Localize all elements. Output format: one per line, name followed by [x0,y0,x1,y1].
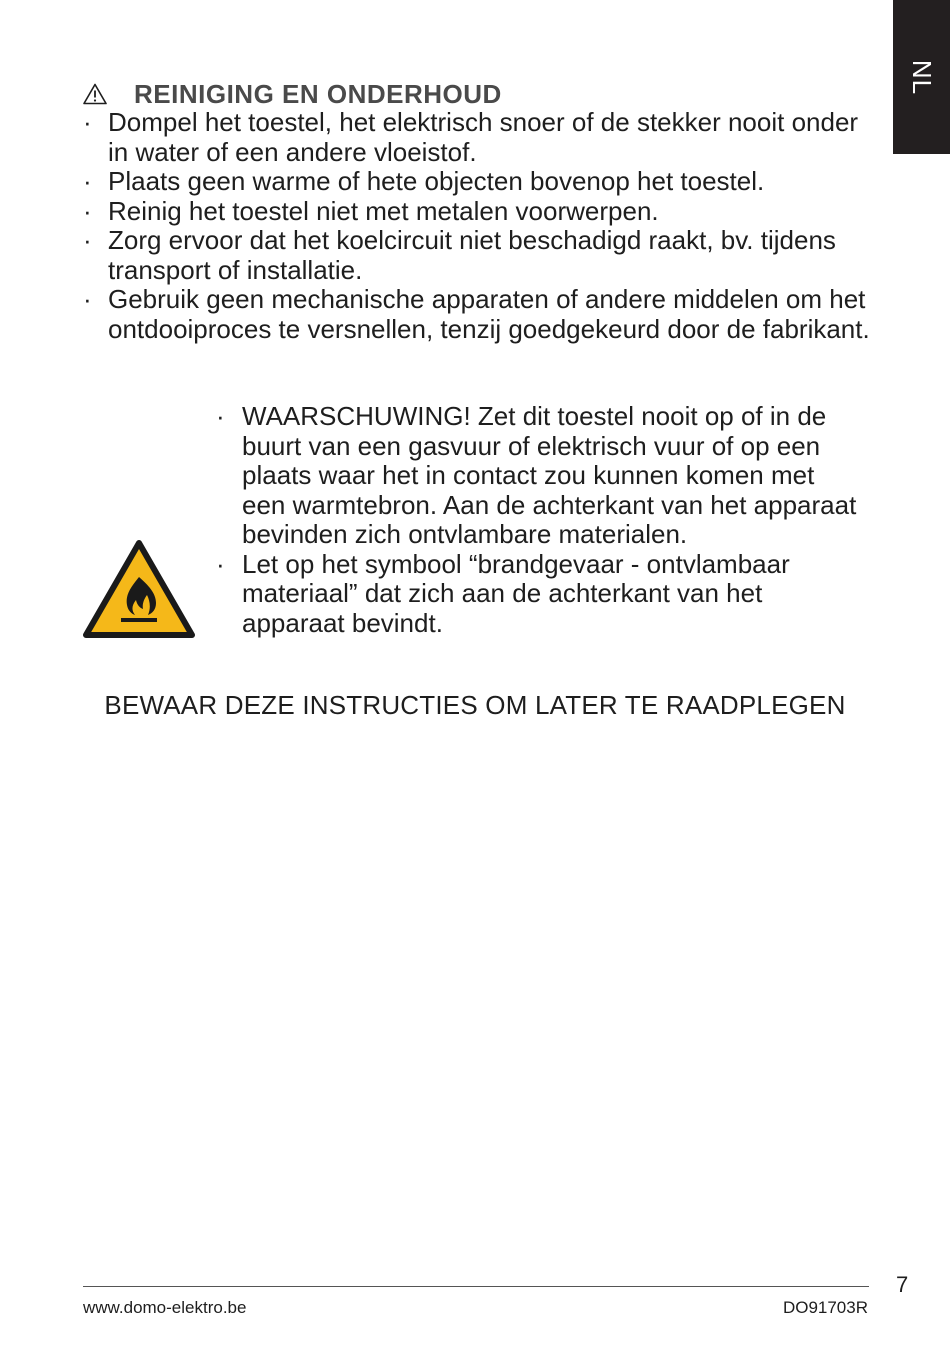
bullet-marker: · [216,548,225,579]
list-item-text: Zorg ervoor dat het koelcircuit niet beschadigd raakt, bv. tijdens transport of installatie. [108,225,836,285]
language-tab [893,0,950,154]
list-item [83,107,878,167]
footer-website: www.domo-elektro.be [83,1298,247,1317]
list-item-text: Plaats geen warme of hete objecten bovenop het toestel. [108,166,765,196]
section-title: REINIGING EN ONDERHOUD [134,78,502,109]
footer-divider [83,1286,869,1287]
cleaning-instructions-list [83,107,878,344]
language-label: NL [907,59,937,95]
list-item-text: Gebruik geen mechanische apparaten of andere middelen om het ontdooiproces te versnellen, tenzij goedgekeurd door de fabrikant. [108,284,870,344]
list-item [216,548,862,639]
list-item [216,401,862,550]
list-item [83,284,878,344]
warning-triangle-icon [83,83,107,105]
section-heading [83,78,502,110]
bullet-marker: · [83,195,92,226]
bullet-marker: · [216,401,225,431]
list-item-text: Reinig het toestel niet met metalen voorwerpen. [108,195,659,226]
bullet-marker: · [83,107,92,137]
fire-warning-list [216,401,862,638]
bullet-marker: · [83,225,92,255]
bullet-marker: · [83,284,92,314]
flame-base-bar [121,618,157,622]
flammable-material-warning-icon [82,539,196,639]
page-number: 7 [896,1272,909,1297]
save-instructions-note: BEWAAR DEZE INSTRUCTIES OM LATER TE RAADPLEGEN [104,690,846,720]
list-item-text: Let op het symbool “brandgevaar - ontvlambaar materiaal” dat zich aan de achterkant van het apparaat bevindt. [242,548,790,638]
list-item-text: WAARSCHUWING! Zet dit toestel nooit op of in de buurt van een gasvuur of elektrisch vuur of op een plaats waar het in contact zou kunnen komen met een warmtebron. Aan de achterkant van het apparaat bevinden zich ontvlambare materialen. [242,401,857,549]
bullet-marker: · [83,166,92,196]
list-item [83,166,878,197]
footer-model-code: DO91703R [782,1298,868,1317]
list-item-text: Dompel het toestel, het elektrisch snoer of de stekker nooit onder in water of een andere vloeistof. [108,107,859,167]
list-item [83,195,878,227]
list-item [83,225,878,285]
